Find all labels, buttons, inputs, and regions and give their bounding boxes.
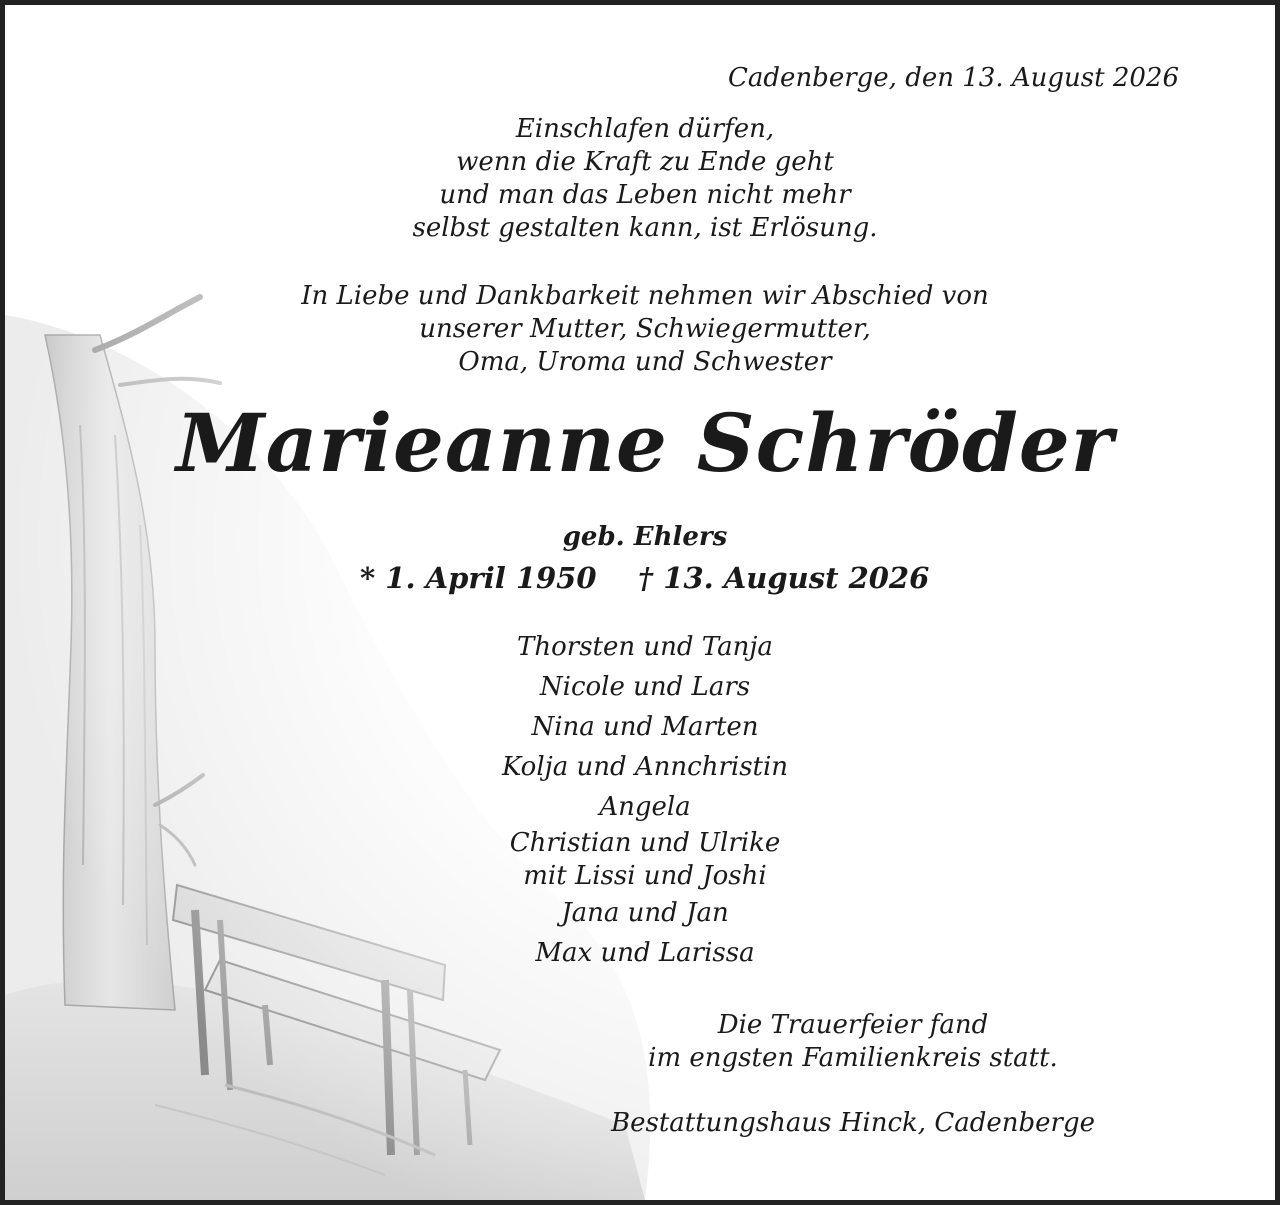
mourner: Thorsten und Tanja xyxy=(517,632,773,662)
intro-line: In Liebe und Dankbarkeit nehmen wir Abschied von xyxy=(301,281,989,311)
mourner: Kolja und Annchristin xyxy=(501,752,789,782)
mourner: mit Lissi und Joshi xyxy=(523,861,767,891)
poem-line: wenn die Kraft zu Ende geht xyxy=(456,147,834,177)
maiden-name: geb. Ehlers xyxy=(562,522,728,552)
farewell-intro xyxy=(5,280,1280,379)
mourner: Nicole und Lars xyxy=(539,672,751,702)
poem xyxy=(5,113,1280,245)
mourner: Angela xyxy=(599,792,691,822)
ceremony-line: im engsten Familienkreis statt. xyxy=(648,1043,1058,1073)
undertaker: Bestattungshaus Hinck, Cadenberge xyxy=(611,1108,1095,1138)
poem-line: Einschlafen dürfen, xyxy=(515,114,775,144)
mourner: Nina und Marten xyxy=(531,712,759,742)
ceremony-line: Die Trauerfeier fand xyxy=(717,1010,989,1040)
mourner: Christian und Ulrike xyxy=(509,828,781,858)
poem-line: selbst gestalten kann, ist Erlösung. xyxy=(412,213,878,243)
mourners-list xyxy=(5,627,1280,973)
poem-line: und man das Leben nicht mehr xyxy=(439,180,851,210)
ceremony-note xyxy=(5,1009,1280,1075)
mourner: Max und Larissa xyxy=(535,938,755,968)
death-date: † 13. August 2026 xyxy=(638,561,930,595)
intro-line: Oma, Uroma und Schwester xyxy=(458,347,832,377)
mourner: Jana und Jan xyxy=(561,898,729,928)
place-and-date: Cadenberge, den 13. August 2026 xyxy=(728,63,1179,93)
intro-line: unserer Mutter, Schwiegermutter, xyxy=(419,314,871,344)
deceased-name: Marieanne Schröder xyxy=(176,396,1114,490)
birth-date: * 1. April 1950 xyxy=(360,561,597,595)
